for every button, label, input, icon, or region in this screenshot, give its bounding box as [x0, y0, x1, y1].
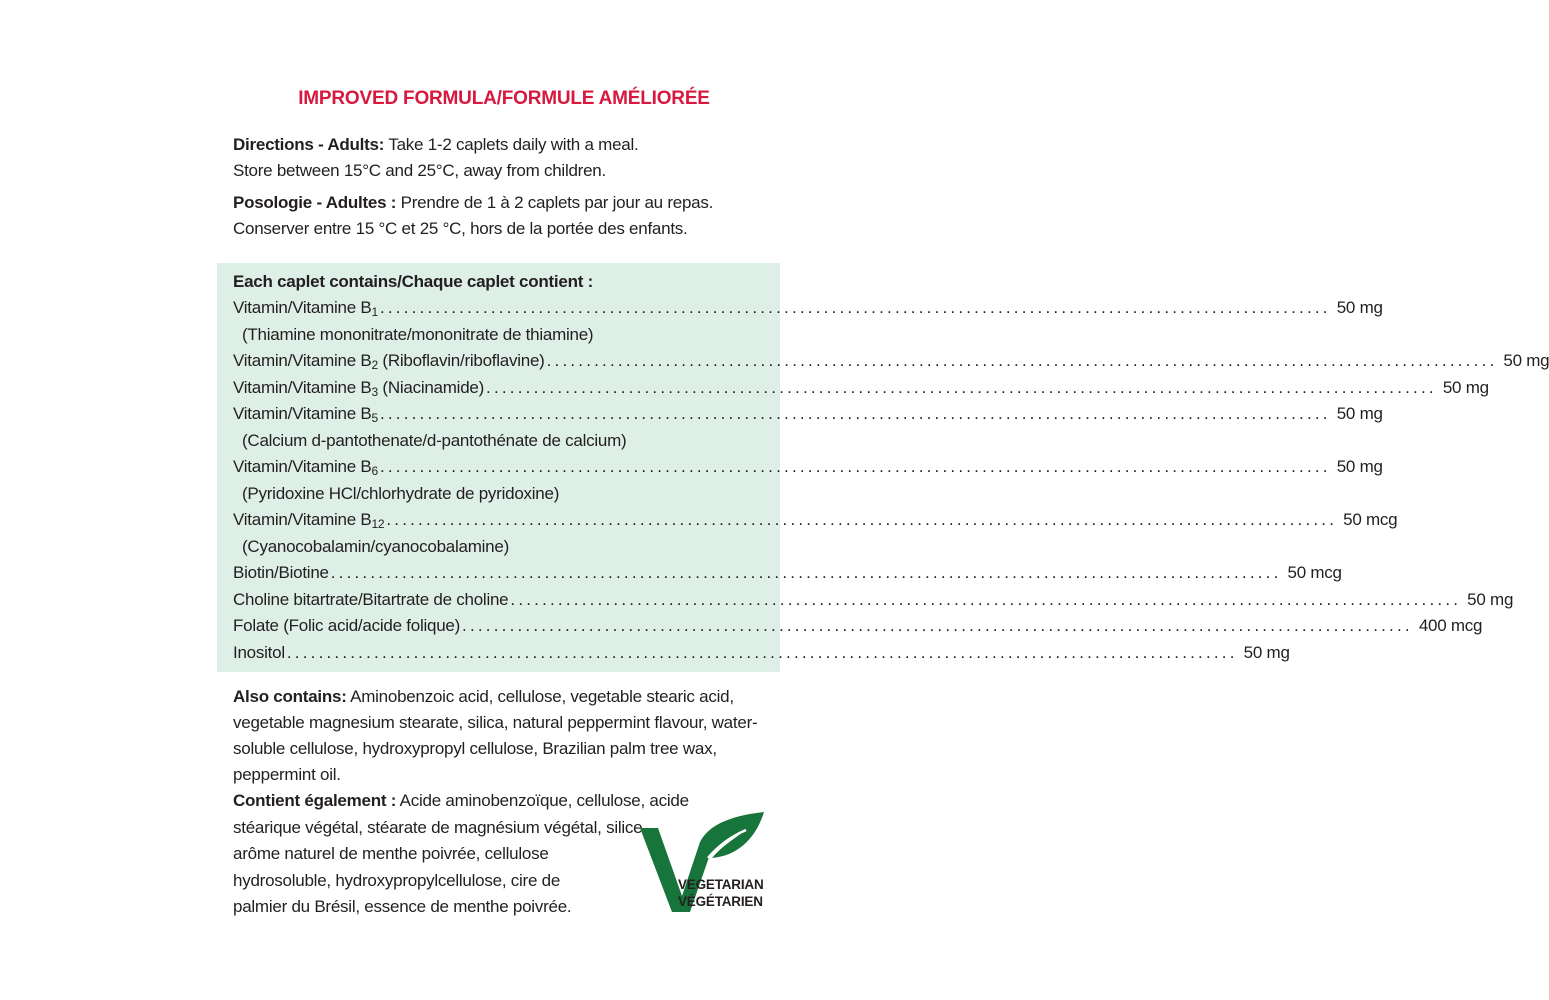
directions-fr-text-2: Conserver entre 15 °C et 25 °C, hors de la portée des enfants.: [233, 219, 688, 238]
ingredient-amount: 50 mcg: [1287, 563, 1342, 582]
dot-leader: ........................................................................................................................: [379, 457, 1331, 476]
directions-en-label: Directions - Adults:: [233, 135, 385, 154]
dot-leader: ........................................................................................................................: [379, 404, 1331, 423]
ingredient-note: (Calcium d-pantothenate/d-pantothénate de calcium): [242, 430, 627, 450]
ingredient-note: (Thiamine mononitrate/mononitrate de thiamine): [242, 324, 594, 344]
ingredient-amount: 400 mcg: [1418, 616, 1483, 635]
ingredient-name: [233, 454, 378, 481]
ingredient-suffix: (Niacinamide): [377, 377, 485, 397]
ingredient-subscript: 6: [371, 464, 378, 478]
ingredient-subscript: 12: [371, 517, 385, 531]
ingredient-name: [233, 295, 378, 322]
contient-line-5: palmier du Brésil, essence de menthe poivrée.: [233, 897, 572, 916]
ingredients-panel: [217, 263, 1549, 672]
vegetarian-badge-text: [678, 876, 764, 910]
dot-leader: ........................................................................................................................: [546, 351, 1498, 370]
contient-line-2: stéarique végétal, stéarate de magnésium végétal, silice,: [233, 817, 647, 837]
ingredient-name-text: Vitamin/Vitamine B: [233, 510, 372, 529]
ingredient-name-text: Vitamin/Vitamine B: [233, 351, 372, 370]
ingredient-suffix: (Riboflavin/riboflavine): [377, 351, 545, 370]
contient-label: Contient également :: [233, 791, 397, 810]
ingredient-row: [233, 640, 1290, 667]
ingredient-name: [233, 348, 545, 375]
ingredient-row: [233, 401, 1383, 428]
directions-en-text-1: Take 1-2 caplets daily with a meal.: [384, 135, 639, 154]
directions-en-text-2: Store between 15°C and 25°C, away from children.: [233, 161, 606, 180]
contient-line-3: arôme naturel de menthe poivrée, cellulose: [233, 844, 549, 863]
ingredient-subscript: 2: [371, 358, 378, 372]
ingredient-amount: 50 mg: [1442, 377, 1489, 397]
ingredient-amount: 50 mg: [1467, 589, 1514, 609]
ingredient-name: [233, 560, 329, 587]
ingredient-row: [233, 295, 1383, 322]
ingredient-name-text: Inositol: [233, 642, 285, 662]
ingredient-name: [233, 587, 508, 614]
ingredient-note: (Cyanocobalamin/cyanocobalamine): [242, 536, 509, 556]
contient-line-1: Acide aminobenzoïque, cellulose, acide: [396, 791, 689, 810]
contient-line-4: hydrosoluble, hydroxypropylcellulose, cire de: [233, 870, 561, 890]
ingredient-row: [233, 613, 1483, 640]
also-contains-text: Aminobenzoic acid, cellulose, vegetable stearic acid, vegetable magnesium stearate, silica, natural peppermint flavour, water-soluble cellulose, hydroxypropyl cellulose, Brazilian palm tree wax, peppermint oil.: [233, 687, 758, 784]
ingredient-name: [233, 613, 460, 640]
ingredient-amount: 50 mg: [1336, 457, 1383, 476]
ingredient-row: [233, 454, 1383, 481]
ingredient-name: [233, 640, 285, 667]
ingredient-name-text: Choline bitartrate/Bitartrate de choline: [233, 589, 509, 609]
dot-leader: ........................................................................................................................: [286, 642, 1238, 662]
also-contains: [233, 684, 778, 788]
ingredient-row: [233, 587, 1514, 614]
ingredient-name-text: Biotin/Biotine: [233, 563, 329, 582]
ingredient-subscript: 3: [371, 384, 378, 399]
ingredient-amount: 50 mcg: [1343, 510, 1398, 529]
ingredient-name: [233, 401, 378, 428]
directions-en: [233, 132, 773, 184]
ingredient-amount: 50 mg: [1336, 298, 1383, 317]
label-top: [233, 88, 773, 248]
directions-fr-label: Posologie - Adultes :: [233, 193, 397, 212]
dot-leader: ........................................................................................................................: [386, 510, 1338, 529]
ingredients-heading: Each caplet contains/Chaque caplet contient :: [233, 272, 593, 291]
ingredient-row: [233, 375, 1489, 402]
ingredient-name-text: Folate (Folic acid/acide folique): [233, 616, 461, 635]
ingredient-name-text: Vitamin/Vitamine B: [233, 457, 372, 476]
dot-leader: ........................................................................................................................: [510, 589, 1462, 609]
dot-leader: ........................................................................................................................: [486, 377, 1437, 397]
ingredient-amount: 50 mg: [1336, 404, 1383, 423]
vegetarian-en: VEGETARIAN: [678, 877, 764, 892]
dot-leader: ........................................................................................................................: [462, 616, 1413, 635]
ingredient-row: [233, 560, 1342, 587]
ingredient-row: [233, 348, 1549, 375]
ingredient-name-text: Vitamin/Vitamine B: [233, 377, 372, 397]
ingredient-rows: [233, 295, 1549, 666]
also-contains-label: Also contains:: [233, 687, 347, 706]
ingredient-row: [233, 507, 1398, 534]
ingredient-amount: 50 mg: [1243, 642, 1290, 662]
ingredient-note: (Pyridoxine HCl/chlorhydrate de pyridoxine): [242, 483, 560, 503]
also-contains-block: [233, 684, 778, 790]
directions-fr: [233, 190, 773, 242]
ingredient-name: [233, 375, 484, 402]
dot-leader: ........................................................................................................................: [330, 563, 1282, 582]
ingredient-subscript: 5: [371, 411, 378, 425]
vegetarian-fr: VÉGÉTARIEN: [678, 894, 763, 909]
ingredient-name-text: Vitamin/Vitamine B: [233, 298, 372, 317]
directions-fr-text-1: Prendre de 1 à 2 caplets par jour au repas.: [396, 193, 714, 212]
dot-leader: ........................................................................................................................: [379, 298, 1331, 317]
formula-title: IMPROVED FORMULA/FORMULE AMÉLIORÉE: [298, 88, 710, 109]
ingredient-subscript: 1: [371, 305, 378, 319]
ingredient-name: [233, 507, 384, 534]
ingredient-amount: 50 mg: [1503, 351, 1549, 370]
ingredients-list: [233, 269, 1549, 666]
ingredient-name-text: Vitamin/Vitamine B: [233, 404, 372, 423]
